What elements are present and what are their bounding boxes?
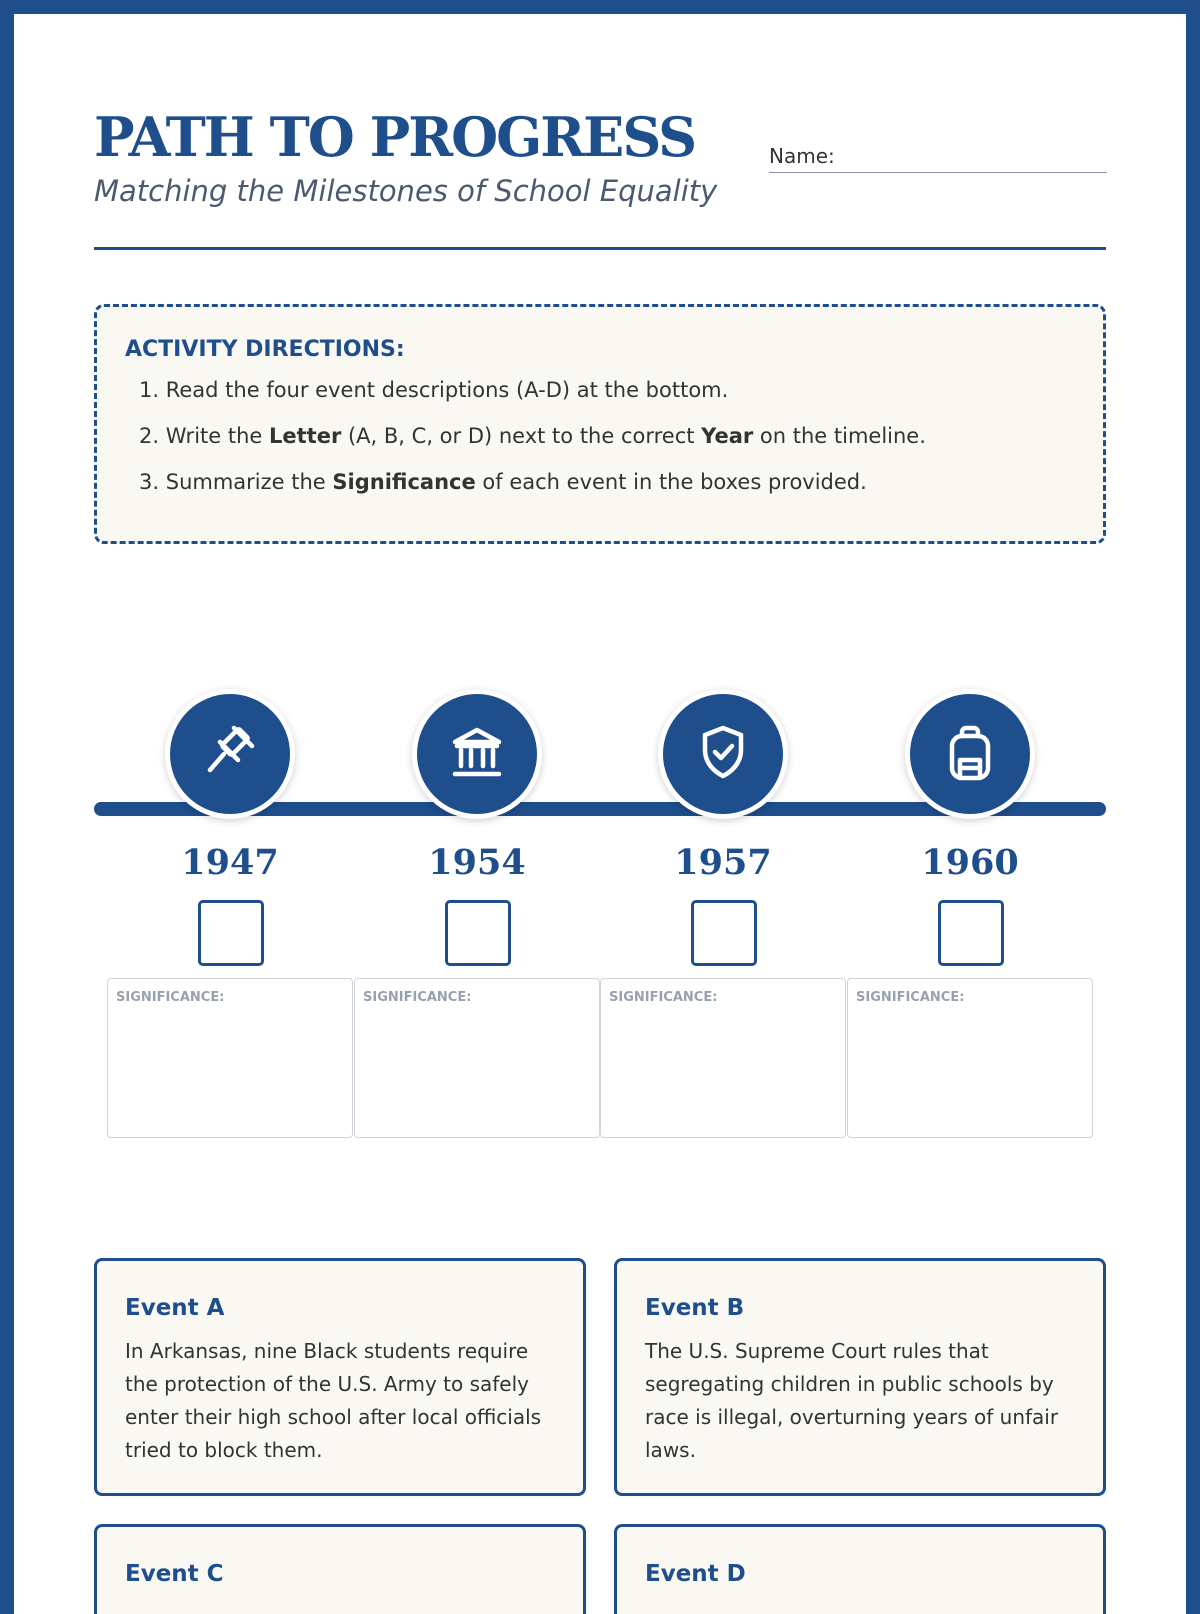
directions-box bbox=[94, 304, 1106, 544]
event-title: Event D bbox=[645, 1561, 746, 1587]
shield-check-icon bbox=[691, 720, 755, 788]
milestone-year: 1960 bbox=[921, 842, 1019, 883]
worksheet-page bbox=[14, 14, 1186, 1614]
direction-item bbox=[139, 424, 1075, 449]
event-card bbox=[94, 1258, 586, 1496]
milestone-icon-badge bbox=[910, 694, 1030, 814]
letter-answer-box[interactable] bbox=[445, 900, 511, 966]
direction-keyword: Significance bbox=[332, 470, 476, 495]
milestone-icon-badge bbox=[417, 694, 537, 814]
direction-text: Summarize the bbox=[165, 470, 333, 495]
page-title: PATH TO PROGRESS bbox=[94, 105, 696, 169]
significance-label: SIGNIFICANCE: bbox=[116, 990, 225, 1005]
direction-number: 2. bbox=[139, 424, 160, 449]
significance-label: SIGNIFICANCE: bbox=[609, 990, 718, 1005]
direction-keyword: Year bbox=[701, 424, 754, 449]
gavel-icon bbox=[198, 720, 262, 788]
significance-box[interactable] bbox=[600, 978, 846, 1138]
event-card bbox=[614, 1258, 1106, 1496]
directions-heading: ACTIVITY DIRECTIONS: bbox=[125, 337, 405, 362]
direction-text: of each event in the boxes provided. bbox=[475, 470, 867, 495]
letter-answer-box[interactable] bbox=[198, 900, 264, 966]
event-title: Event A bbox=[125, 1295, 225, 1321]
milestone-year: 1947 bbox=[181, 842, 279, 883]
event-description: In Arkansas, nine Black students require the protection of the U.S. Army to safely enter their high school after local officials tried to block them. bbox=[125, 1339, 542, 1462]
event-description: The U.S. Supreme Court rules that segregating children in public schools by race is illegal, overturning years of unfair laws. bbox=[645, 1339, 1059, 1462]
name-label: Name: bbox=[769, 144, 835, 168]
direction-text: Read the four event descriptions (A-D) at the bottom. bbox=[165, 378, 729, 402]
courthouse-icon bbox=[445, 720, 509, 788]
significance-box[interactable] bbox=[354, 978, 600, 1138]
letter-answer-box[interactable] bbox=[691, 900, 757, 966]
backpack-icon bbox=[938, 720, 1002, 788]
direction-item bbox=[139, 470, 1075, 495]
significance-box[interactable] bbox=[107, 978, 353, 1138]
event-title: Event C bbox=[125, 1561, 224, 1587]
significance-label: SIGNIFICANCE: bbox=[856, 990, 965, 1005]
significance-box[interactable] bbox=[847, 978, 1093, 1138]
direction-keyword: Letter bbox=[269, 424, 342, 449]
event-title: Event B bbox=[645, 1295, 745, 1321]
direction-item bbox=[139, 378, 1075, 403]
direction-text: (A, B, C, or D) next to the correct bbox=[341, 424, 702, 449]
milestone-icon-badge bbox=[170, 694, 290, 814]
letter-answer-box[interactable] bbox=[938, 900, 1004, 966]
event-card bbox=[94, 1524, 586, 1614]
event-card bbox=[614, 1524, 1106, 1614]
significance-label: SIGNIFICANCE: bbox=[363, 990, 472, 1005]
name-field[interactable] bbox=[769, 144, 1107, 173]
direction-text: Write the bbox=[165, 424, 269, 449]
direction-number: 3. bbox=[139, 470, 160, 495]
milestone-year: 1954 bbox=[428, 842, 526, 883]
header-divider bbox=[94, 247, 1106, 250]
milestone-year: 1957 bbox=[674, 842, 772, 883]
directions-list bbox=[125, 378, 1075, 496]
milestone-icon-badge bbox=[663, 694, 783, 814]
page-subtitle: Matching the Milestones of School Equality bbox=[94, 174, 718, 208]
direction-text: on the timeline. bbox=[753, 424, 926, 449]
direction-number: 1. bbox=[139, 378, 160, 402]
